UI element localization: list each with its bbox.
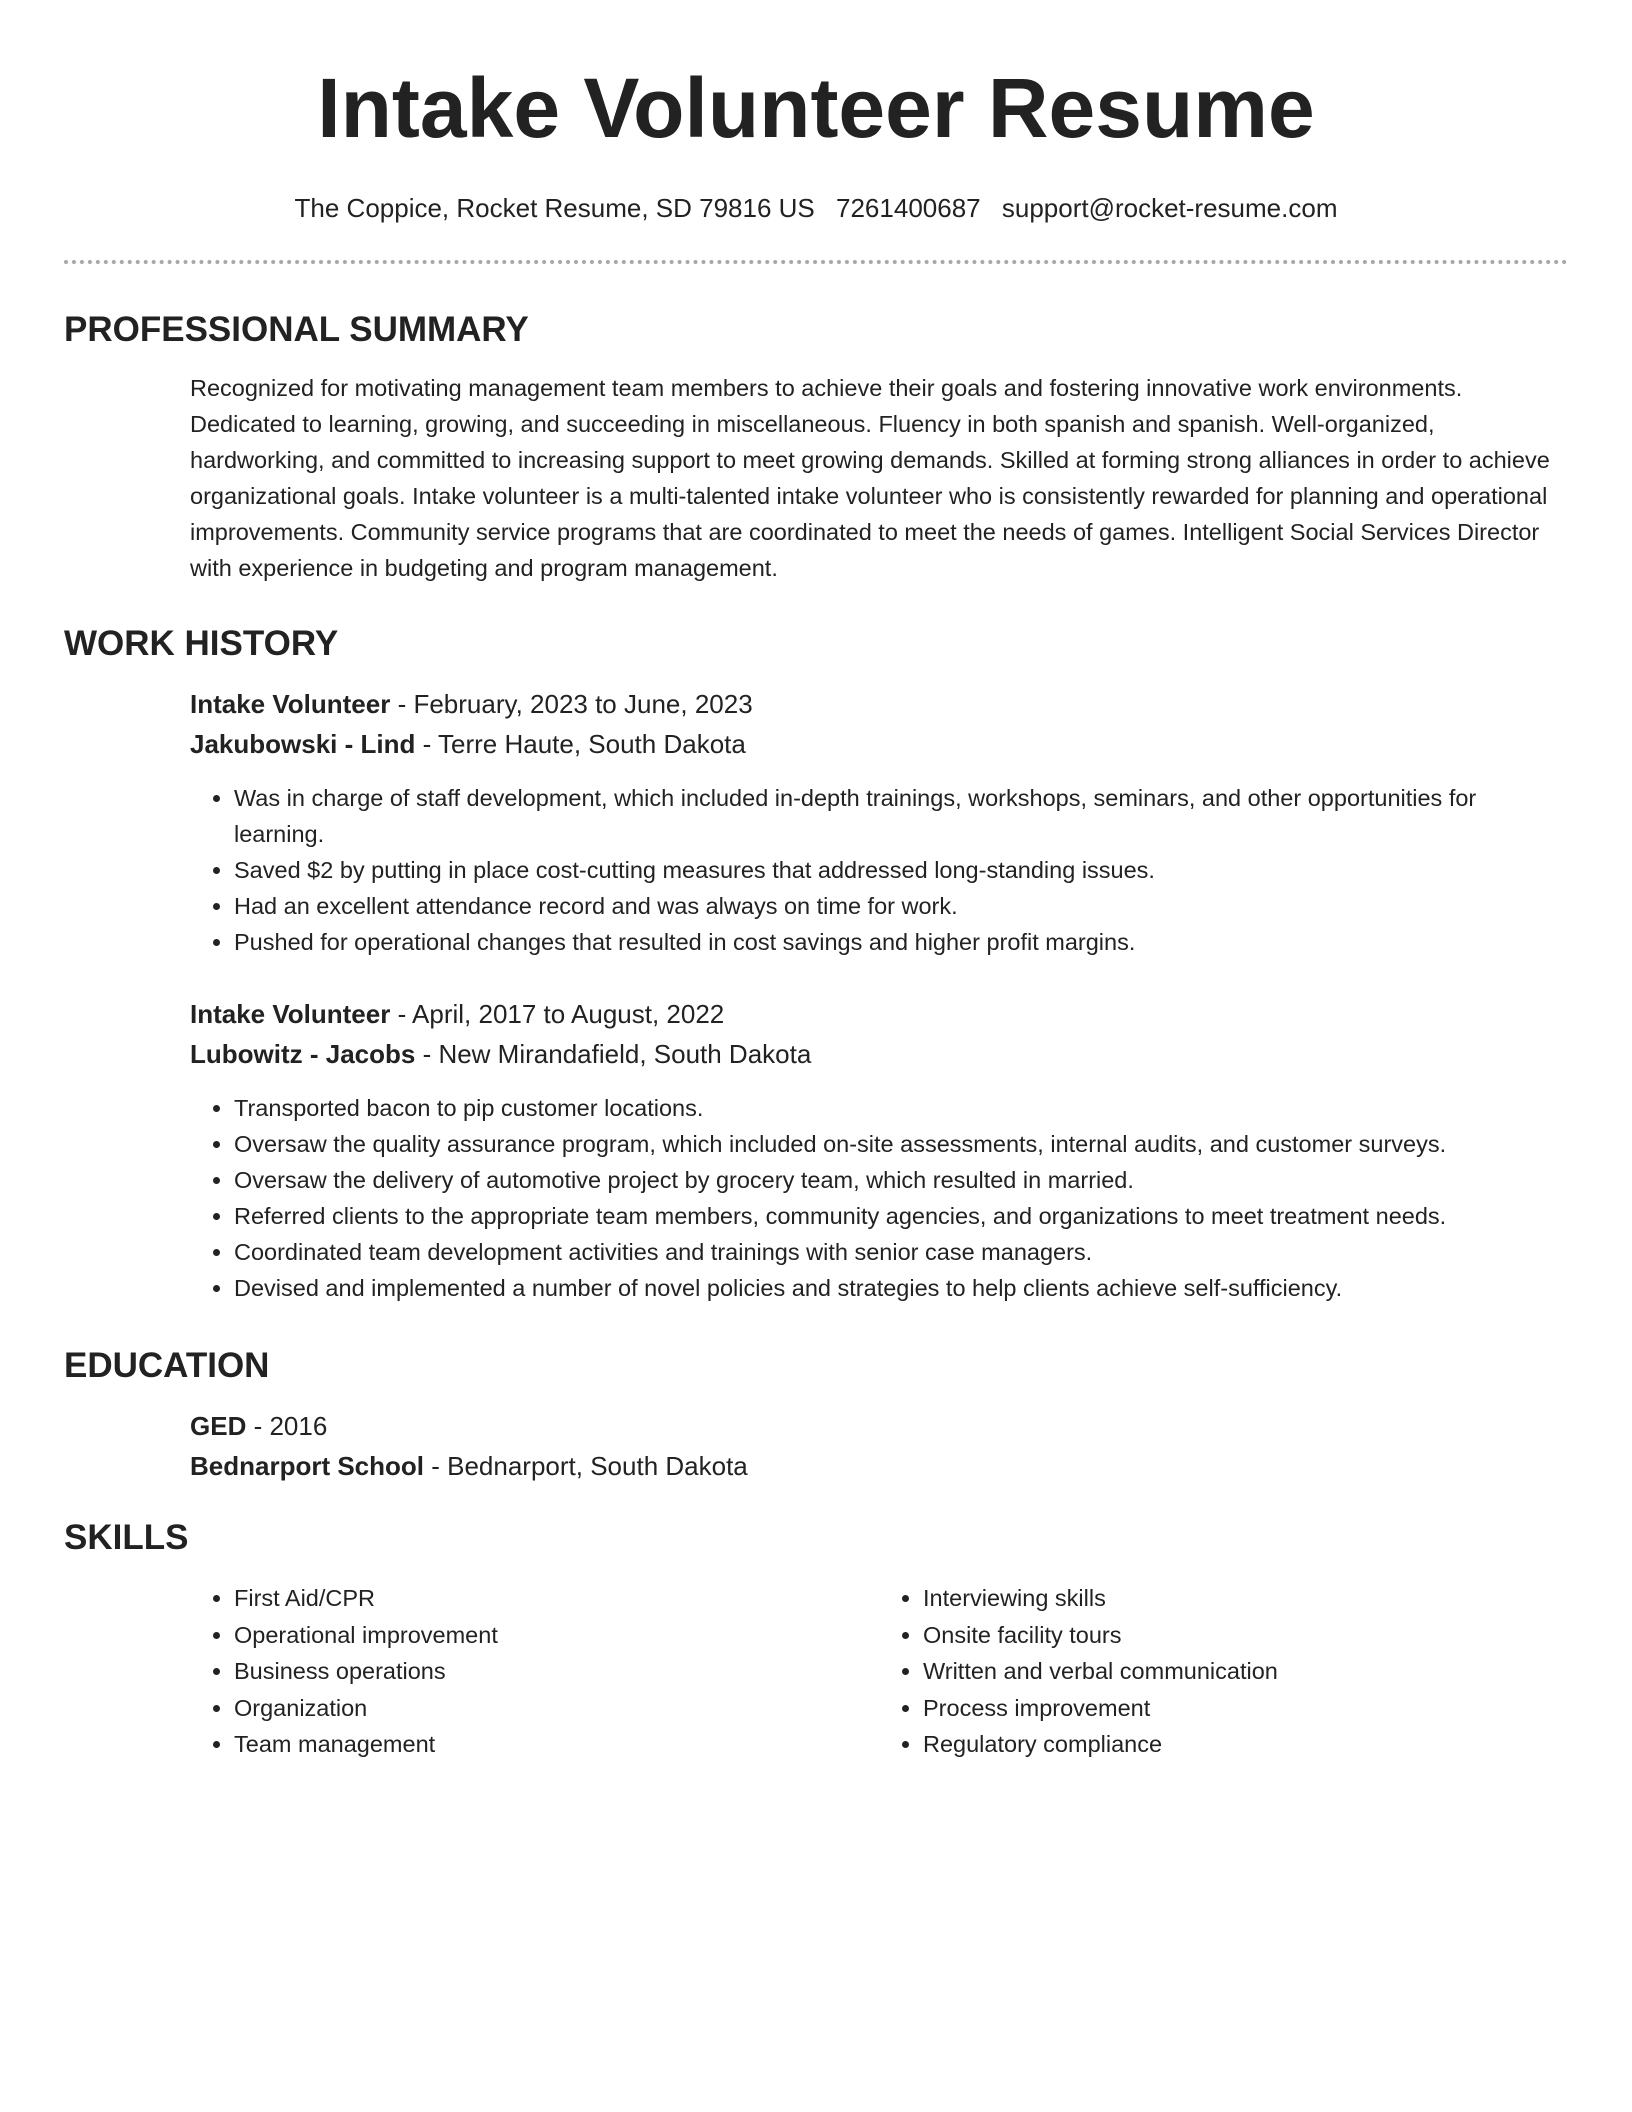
job-bullet: • Transported bacon to pip customer locations. <box>234 1090 1568 1126</box>
summary-text: Recognized for motivating management team members to achieve their goals and fostering innovative work environments. Dedicated to learning, growing, and succeeding in miscellaneous. Fluency in both spanish and spanish. Well-organized, hardworking, and committed to increasing support to meet growing demands. Skilled at forming strong alliances in order to achieve organizational goals. Intake volunteer is a multi-talented intake volunteer who is consistently rewarded for planning and operational improvements. Community service programs that are coordinated to meet the needs of games. Intelligent Social Services Director with experience in budgeting and program management. <box>190 375 1550 581</box>
job-location: - New Mirandafield, South Dakota <box>415 1039 812 1069</box>
work-history-heading: WORK HISTORY <box>64 624 339 663</box>
job-company: Jakubowski - Lind <box>190 729 416 759</box>
skill-item: • Operational improvement <box>234 1617 879 1654</box>
skills-right-column <box>879 1580 1568 1763</box>
header-divider <box>64 260 1568 264</box>
resume-page <box>64 48 1568 1763</box>
resume-title: Intake Volunteer Resume <box>317 61 1315 155</box>
job-bullets <box>190 1090 1568 1306</box>
job-company: Lubowitz - Jacobs <box>190 1039 416 1069</box>
skill-item: • Onsite facility tours <box>923 1617 1568 1654</box>
job-entry <box>190 994 1568 1306</box>
job-dates: - February, 2023 to June, 2023 <box>390 689 753 719</box>
job-location: - Terre Haute, South Dakota <box>415 729 746 759</box>
skill-item: • Process improvement <box>923 1690 1568 1727</box>
skill-item: • Business operations <box>234 1653 879 1690</box>
education-degree-line <box>190 1406 1568 1446</box>
job-bullet: • Was in charge of staff development, which included in-depth trainings, workshops, seminars, and other opportunities for learning. <box>234 780 1568 852</box>
education-heading: EDUCATION <box>64 1346 270 1385</box>
job-role-line <box>190 684 1568 724</box>
education-body <box>190 1406 1568 1486</box>
skills-columns <box>190 1580 1568 1763</box>
job-bullet: • Oversaw the delivery of automotive project by grocery team, which resulted in married. <box>234 1162 1568 1198</box>
job-role: Intake Volunteer <box>190 999 391 1029</box>
work-history-section <box>64 622 1568 1306</box>
contact-address: The Coppice, Rocket Resume, SD 79816 US <box>294 193 815 223</box>
contact-email: support@rocket-resume.com <box>1001 193 1338 223</box>
skill-item: • Written and verbal communication <box>923 1653 1568 1690</box>
contact-line <box>64 190 1568 226</box>
education-section <box>64 1344 1568 1486</box>
job-bullet: • Coordinated team development activities and trainings with senior case managers. <box>234 1234 1568 1270</box>
skill-item: • Organization <box>234 1690 879 1727</box>
job-bullet: • Saved $2 by putting in place cost-cutting measures that addressed long-standing issues. <box>234 852 1568 888</box>
job-bullet: • Had an excellent attendance record and was always on time for work. <box>234 888 1568 924</box>
job-bullet: • Oversaw the quality assurance program, which included on-site assessments, internal audits, and customer surveys. <box>234 1126 1568 1162</box>
summary-body <box>190 370 1568 586</box>
education-degree: GED <box>190 1411 247 1441</box>
job-role-line <box>190 994 1568 1034</box>
education-school: Bednarport School <box>190 1451 425 1481</box>
skill-item: • First Aid/CPR <box>234 1580 879 1617</box>
job-bullet: • Pushed for operational changes that resulted in cost savings and higher profit margins. <box>234 924 1568 960</box>
job-entry <box>190 684 1568 960</box>
work-history-body <box>190 684 1568 1306</box>
education-school-line <box>190 1446 1568 1486</box>
summary-section <box>64 308 1568 586</box>
job-company-line <box>190 1034 1568 1074</box>
job-dates: - April, 2017 to August, 2022 <box>390 999 725 1029</box>
job-bullets <box>190 780 1568 960</box>
skill-item: • Team management <box>234 1726 879 1763</box>
contact-phone: 7261400687 <box>836 193 981 223</box>
skills-left-column <box>190 1580 879 1763</box>
skill-item: • Regulatory compliance <box>923 1726 1568 1763</box>
skills-body <box>190 1580 1568 1763</box>
skills-section <box>64 1516 1568 1763</box>
skill-item: • Interviewing skills <box>923 1580 1568 1617</box>
job-company-line <box>190 724 1568 764</box>
job-bullet: • Devised and implemented a number of novel policies and strategies to help clients achieve self-sufficiency. <box>234 1270 1568 1306</box>
job-role: Intake Volunteer <box>190 689 391 719</box>
education-year: - 2016 <box>246 1411 328 1441</box>
summary-heading: PROFESSIONAL SUMMARY <box>64 310 529 349</box>
job-bullet: • Referred clients to the appropriate team members, community agencies, and organizations to meet treatment needs. <box>234 1198 1568 1234</box>
education-location: - Bednarport, South Dakota <box>424 1451 748 1481</box>
skills-heading: SKILLS <box>64 1518 189 1557</box>
